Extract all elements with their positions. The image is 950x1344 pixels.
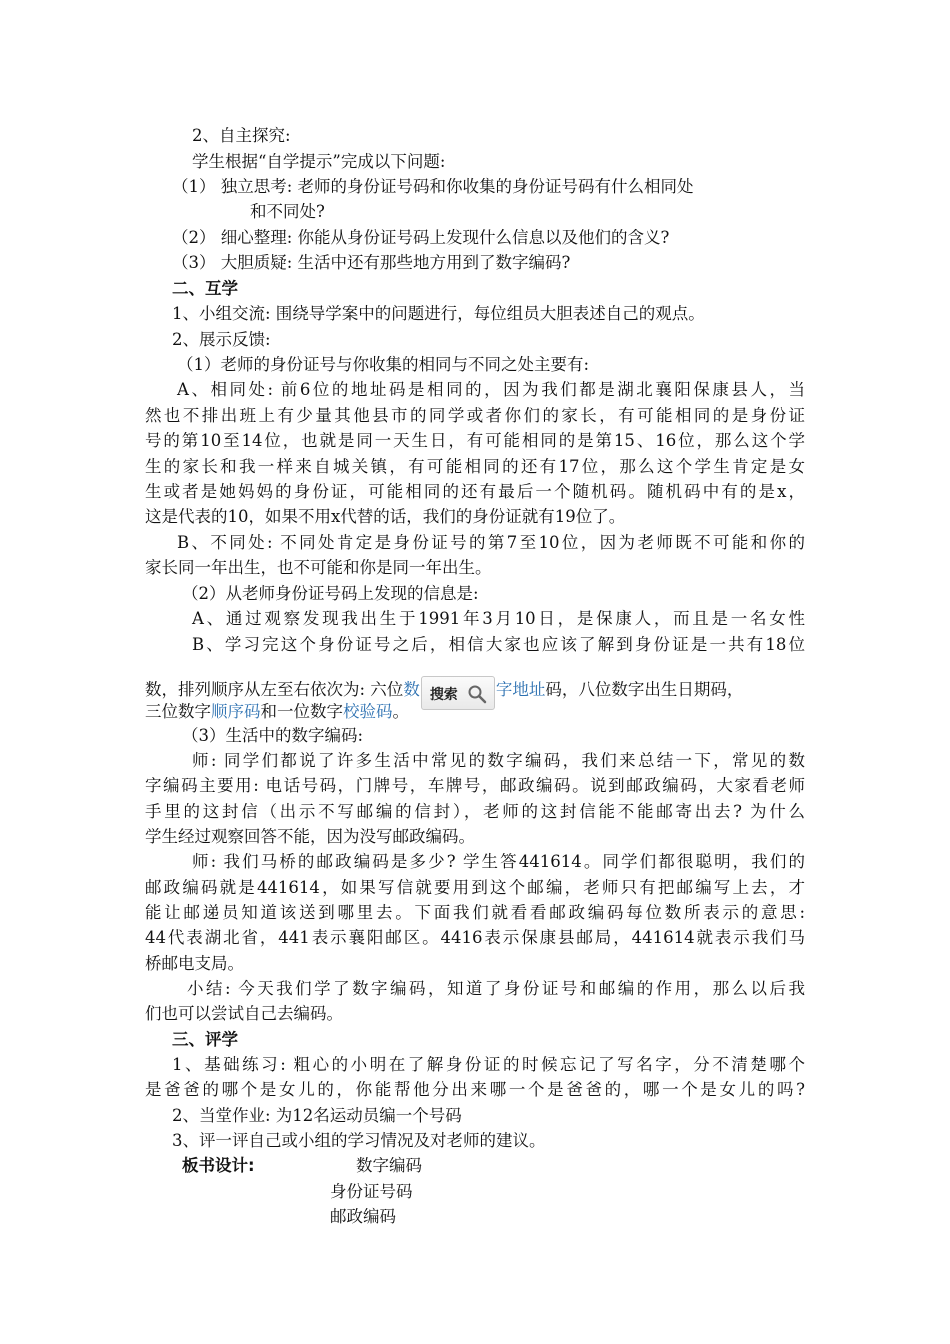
text-span: 数，排列顺序从左至右依次为: 六位 [145, 680, 404, 699]
text-line: A、通过观察发现我出生于1991年3月10日，是保康人，而且是一名女性 [192, 609, 805, 628]
text-line: 生或者是她妈妈的身份证，可能相同的还有最后一个随机码。随机码中有的是x， [145, 482, 805, 501]
question-2: （2） 细心整理: 你能从身份证号码上发现什么信息以及他们的含义? [172, 228, 670, 247]
text-line: 师: 同学们都说了许多生活中常见的数字编码，我们来总结一下，常见的数 [192, 751, 805, 770]
text-line: 桥邮电支局。 [145, 954, 244, 973]
text-line: 1、小组交流: 围绕导学案中的问题进行，每位组员大胆表述自己的观点。 [172, 304, 705, 323]
heading-evaluation: 三、评学 [172, 1030, 238, 1049]
text-line: 2、展示反馈: [172, 330, 271, 349]
text-line: 学生根据“自学提示”完成以下问题: [192, 152, 446, 171]
text-line: 手里的这封信（出示不写邮编的信封），老师的这封信能不能邮寄出去? 为什么 [145, 802, 805, 821]
link-address-code[interactable]: 字地址 [495, 680, 546, 699]
magnifier-icon [467, 684, 487, 704]
text-line: 然也不排出班上有少量其他县市的同学或者你们的家长，有可能相同的是身份证 [145, 406, 805, 425]
text-line: 生的家长和我一样来自城关镇，有可能相同的还有17位，那么这个学生肯定是女 [145, 457, 805, 476]
text-line: 44代表湖北省，441表示襄阳邮区。4416表示保康县邮局，441614就表示我们马 [145, 928, 805, 947]
text-line: 字编码主要用: 电话号码，门牌号，车牌号，邮政编码。说到邮政编码，大家看老师 [145, 776, 805, 795]
text-line: （2）从老师身份证号码上发现的信息是: [182, 584, 479, 603]
board-item: 邮政编码 [330, 1207, 396, 1226]
text-line: 是爸爸的哪个是女儿的，你能帮他分出来哪一个是爸爸的，哪一个是女儿的吗? [145, 1080, 805, 1099]
text-line: （3）生活中的数字编码: [182, 726, 364, 745]
link-sequence-code[interactable]: 顺序码 [211, 702, 261, 721]
text-line: 学生经过观察回答不能，因为没写邮政编码。 [145, 827, 475, 846]
board-item: 身份证号码 [330, 1182, 413, 1201]
text-span: 码，八位数字出生日期码， [545, 680, 744, 699]
text-line: 邮政编码就是441614，如果写信就要用到这个邮编，老师只有把邮编写上去，才 [145, 878, 805, 897]
question-1-cont: 和不同处? [250, 202, 325, 221]
search-button-label: 搜索 [429, 687, 458, 703]
text-line: B、学习完这个身份证号之后，相信大家也应该了解到身份证是一共有18位 [192, 635, 805, 654]
board-item: 数字编码 [356, 1156, 422, 1175]
summary-line: 小结: 今天我们学了数字编码，知道了身份证号和邮编的作用，那么以后我 [187, 979, 805, 998]
text-line: B、不同处: 不同处肯定是身份证号的第7至10位，因为老师既不可能和你的 [177, 533, 805, 552]
text-line-with-links [145, 700, 409, 724]
question-1: （1） 独立思考: 老师的身份证号码和你收集的身份证号码有什么相同处 [172, 177, 694, 196]
text-span: 三位数字 [145, 702, 211, 721]
text-line-with-search [145, 668, 743, 702]
text-line: A、相同处: 前6位的地址码是相同的，因为我们都是湖北襄阳保康县人，当 [177, 380, 805, 399]
text-line: 师: 我们马桥的邮政编码是多少? 学生答441614。同学们都很聪明，我们的 [192, 852, 805, 871]
text-line: 家长同一年出生，也不可能和你是同一年出生。 [145, 558, 492, 577]
text-line: 1、基础练习: 粗心的小明在了解身份证的时候忘记了写名字，分不清楚哪个 [172, 1055, 805, 1074]
board-design-label: 板书设计: [182, 1156, 255, 1175]
link-check-code[interactable]: 校验码 [343, 702, 393, 721]
link-digit[interactable]: 数 [403, 680, 420, 699]
summary-line-cont: 们也可以尝试自己去编码。 [145, 1004, 343, 1023]
question-3: （3） 大胆质疑: 生活中还有那些地方用到了数字编码? [172, 253, 571, 272]
heading-mutual-learning: 二、互学 [172, 279, 238, 298]
text-span: 。 [392, 702, 409, 721]
text-line: 号的第10至14位，也就是同一天生日，有可能相同的是第15、16位，那么这个学 [145, 431, 805, 450]
text-line: 能让邮递员知道该送到哪里去。下面我们就看看邮政编码每位数所表示的意思: [145, 903, 805, 922]
text-line: 3、评一评自己或小组的学习情况及对老师的建议。 [172, 1131, 546, 1150]
search-button[interactable] [421, 676, 495, 710]
text-span: 和一位数字 [260, 702, 343, 721]
text-line: （1）老师的身份证号与你收集的相同与不同之处主要有: [177, 355, 590, 374]
text-line: 2、当堂作业: 为12名运动员编一个号码 [172, 1106, 462, 1125]
section-autonomous-explore: 2、自主探究: [192, 126, 291, 145]
text-line: 这是代表的10，如果不用x代替的话，我们的身份证就有19位了。 [145, 507, 626, 526]
